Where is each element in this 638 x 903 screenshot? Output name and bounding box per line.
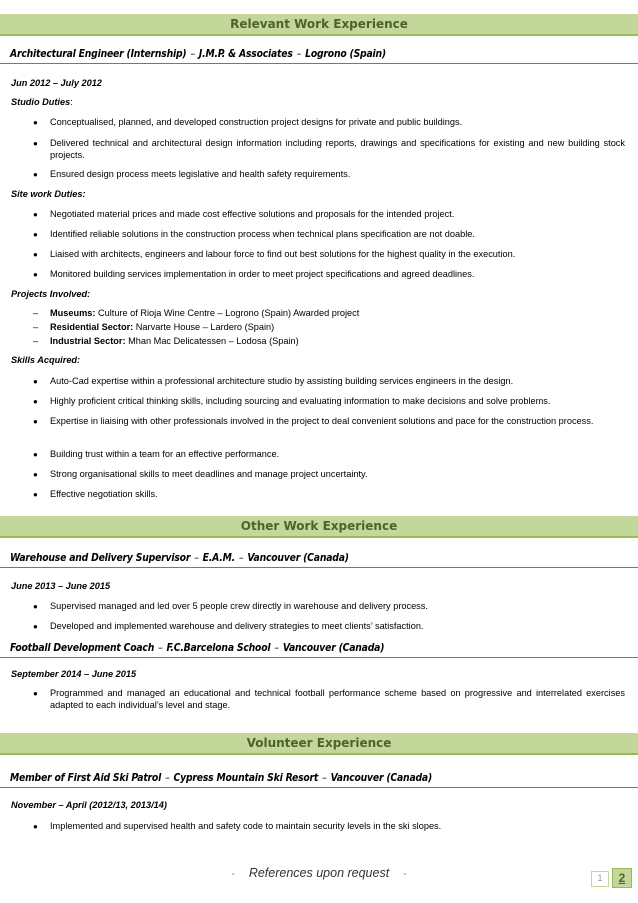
list-item-text: Supervised managed and led over 5 people crew directly in warehouse and delivery process. bbox=[50, 601, 428, 611]
dash-icon: – bbox=[33, 308, 39, 318]
list-item bbox=[33, 621, 625, 633]
dash-icon: – bbox=[33, 336, 39, 346]
separator: – bbox=[158, 642, 163, 655]
project-name: Narvarte House – Lardero (Spain) bbox=[135, 322, 275, 332]
list-item bbox=[33, 138, 625, 161]
bullet-icon: ● bbox=[33, 270, 38, 279]
list-item-text: Developed and implemented warehouse and delivery strategies to meet clients’ satisfaction. bbox=[50, 621, 424, 631]
job-role: Warehouse and Delivery Supervisor bbox=[10, 552, 191, 565]
job-company: E.A.M. bbox=[202, 552, 235, 565]
job-company: Cypress Mountain Ski Resort bbox=[173, 772, 319, 785]
section-header-volunteer bbox=[0, 733, 638, 755]
list-item-text: Highly proficient critical thinking skills, including sourcing and evaluating information to make decisions and solve problems. bbox=[50, 396, 551, 406]
job-title-row bbox=[0, 640, 638, 658]
subheading-skills: Skills Acquired: bbox=[11, 355, 81, 365]
bullet-icon: ● bbox=[33, 230, 38, 239]
job-date: September 2014 – June 2015 bbox=[11, 669, 137, 679]
list-item bbox=[33, 469, 625, 481]
list-item-text: Expertise in liaising with other professionals involved in the project to deal convenient solutions and pace for the construction process. bbox=[50, 416, 594, 426]
bullet-icon: ● bbox=[33, 450, 38, 459]
list-item-text: Identified reliable solutions in the construction process when technical plans specification are not doable. bbox=[50, 229, 475, 239]
list-item-text: Conceptualised, planned, and developed construction project designs for private and public buildings. bbox=[50, 117, 463, 127]
subheading-projects: Projects Involved: bbox=[11, 289, 91, 299]
list-item-text: Implemented and supervised health and safety code to maintain security levels in the ski slopes. bbox=[50, 821, 442, 831]
list-item-text: Effective negotiation skills. bbox=[50, 489, 158, 499]
list-item bbox=[33, 688, 625, 711]
list-item-text: Programmed and managed an educational and technical football performance scheme based on progressive and interrelated exercises adapted to each individual’s level and stage. bbox=[50, 688, 625, 710]
bullet-icon: ● bbox=[33, 602, 38, 611]
list-item bbox=[33, 821, 625, 833]
bullet-icon: ● bbox=[33, 139, 38, 148]
list-item bbox=[33, 269, 625, 281]
job-location: Vancouver (Canada) bbox=[330, 772, 433, 785]
job-location: Vancouver (Canada) bbox=[247, 552, 349, 565]
page-footer bbox=[0, 866, 638, 882]
job-role: Architectural Engineer (Internship) bbox=[10, 48, 187, 61]
job-date: Jun 2012 – July 2012 bbox=[11, 78, 102, 88]
subheading-label: Studio Duties bbox=[11, 97, 71, 107]
bullet-icon: ● bbox=[33, 689, 38, 698]
page-number-previous[interactable]: 1 bbox=[591, 871, 609, 887]
job-location: Logrono (Spain) bbox=[305, 48, 386, 61]
job-location: Vancouver (Canada) bbox=[282, 642, 385, 655]
job-role: Member of First Aid Ski Patrol bbox=[10, 772, 162, 785]
job-company: J.M.P. & Associates bbox=[198, 48, 293, 61]
list-item-text: Building trust within a team for an effective performance. bbox=[50, 449, 280, 459]
footer-dash: - bbox=[231, 869, 235, 880]
subheading-studio bbox=[11, 97, 73, 109]
list-item-text: Monitored building services implementation in order to meet project specifications and agreed deadlines. bbox=[50, 269, 475, 279]
section-header-relevant-work bbox=[0, 14, 638, 36]
list-item-text: Negotiated material prices and made cost effective solutions and proposals for the intended project. bbox=[50, 209, 455, 219]
list-item bbox=[33, 209, 625, 221]
job-title-row bbox=[0, 770, 638, 788]
list-item bbox=[33, 117, 625, 129]
list-item bbox=[33, 396, 625, 408]
subheading-site-work: Site work Duties: bbox=[11, 189, 86, 199]
bullet-icon: ● bbox=[33, 397, 38, 406]
bullet-icon: ● bbox=[33, 210, 38, 219]
job-title-row bbox=[0, 46, 638, 64]
list-item-text: Ensured design process meets legislative and health safety requirements. bbox=[50, 169, 351, 179]
bullet-icon: ● bbox=[33, 118, 38, 127]
list-item bbox=[33, 601, 625, 613]
project-sector: Residential Sector: bbox=[50, 322, 134, 332]
project-item bbox=[33, 308, 359, 320]
bullet-icon: ● bbox=[33, 490, 38, 499]
project-item bbox=[33, 336, 299, 348]
section-header-other-work bbox=[0, 516, 638, 538]
list-item bbox=[33, 249, 625, 261]
footer-dash: - bbox=[403, 869, 407, 880]
separator: – bbox=[238, 552, 244, 565]
bullet-icon: ● bbox=[33, 470, 38, 479]
separator: – bbox=[322, 772, 327, 785]
list-item-text: Delivered technical and architectural design information including reports, drawings and specifications for existing and new building stock projects. bbox=[50, 138, 625, 160]
list-item bbox=[33, 416, 625, 428]
project-item bbox=[33, 322, 274, 334]
job-title-row bbox=[0, 550, 638, 568]
bullet-icon: ● bbox=[33, 250, 38, 259]
list-item-text: Auto-Cad expertise within a professional architecture studio by assisting building services engineers in the design. bbox=[50, 376, 514, 386]
project-name: Culture of Rioja Wine Centre – Logrono (Spain) Awarded project bbox=[98, 308, 360, 318]
list-item bbox=[33, 449, 625, 461]
bullet-icon: ● bbox=[33, 170, 38, 179]
subheading-colon: : bbox=[70, 97, 73, 107]
separator: – bbox=[274, 642, 279, 655]
list-item-text: Strong organisational skills to meet deadlines and manage project uncertainty. bbox=[50, 469, 368, 479]
page-number-current[interactable]: 2 bbox=[612, 868, 632, 888]
list-item bbox=[33, 169, 625, 181]
job-company: F.C.Barcelona School bbox=[166, 642, 271, 655]
job-role: Football Development Coach bbox=[10, 642, 155, 655]
project-sector: Museums: bbox=[50, 308, 96, 318]
list-item bbox=[33, 229, 625, 241]
list-item bbox=[33, 489, 625, 501]
bullet-icon: ● bbox=[33, 622, 38, 631]
dash-icon: – bbox=[33, 322, 39, 332]
separator: – bbox=[296, 48, 302, 61]
list-item-text: Liaised with architects, engineers and labour force to find out best solutions for the highest quality in the execution. bbox=[50, 249, 516, 259]
bullet-icon: ● bbox=[33, 417, 38, 426]
separator: – bbox=[194, 552, 199, 565]
separator: – bbox=[165, 772, 170, 785]
job-date: November – April (2012/13, 2013/14) bbox=[11, 800, 167, 810]
footer-text: References upon request bbox=[248, 866, 390, 880]
section-title: Other Work Experience bbox=[240, 518, 398, 533]
section-title: Volunteer Experience bbox=[246, 735, 392, 750]
job-date: June 2013 – June 2015 bbox=[11, 581, 111, 591]
separator: – bbox=[190, 48, 195, 61]
bullet-icon: ● bbox=[33, 377, 38, 386]
bullet-icon: ● bbox=[33, 822, 38, 831]
project-sector: Industrial Sector: bbox=[50, 336, 126, 346]
list-item bbox=[33, 376, 625, 388]
project-name: Mhan Mac Delicatessen – Lodosa (Spain) bbox=[128, 336, 299, 346]
section-title: Relevant Work Experience bbox=[230, 16, 408, 31]
